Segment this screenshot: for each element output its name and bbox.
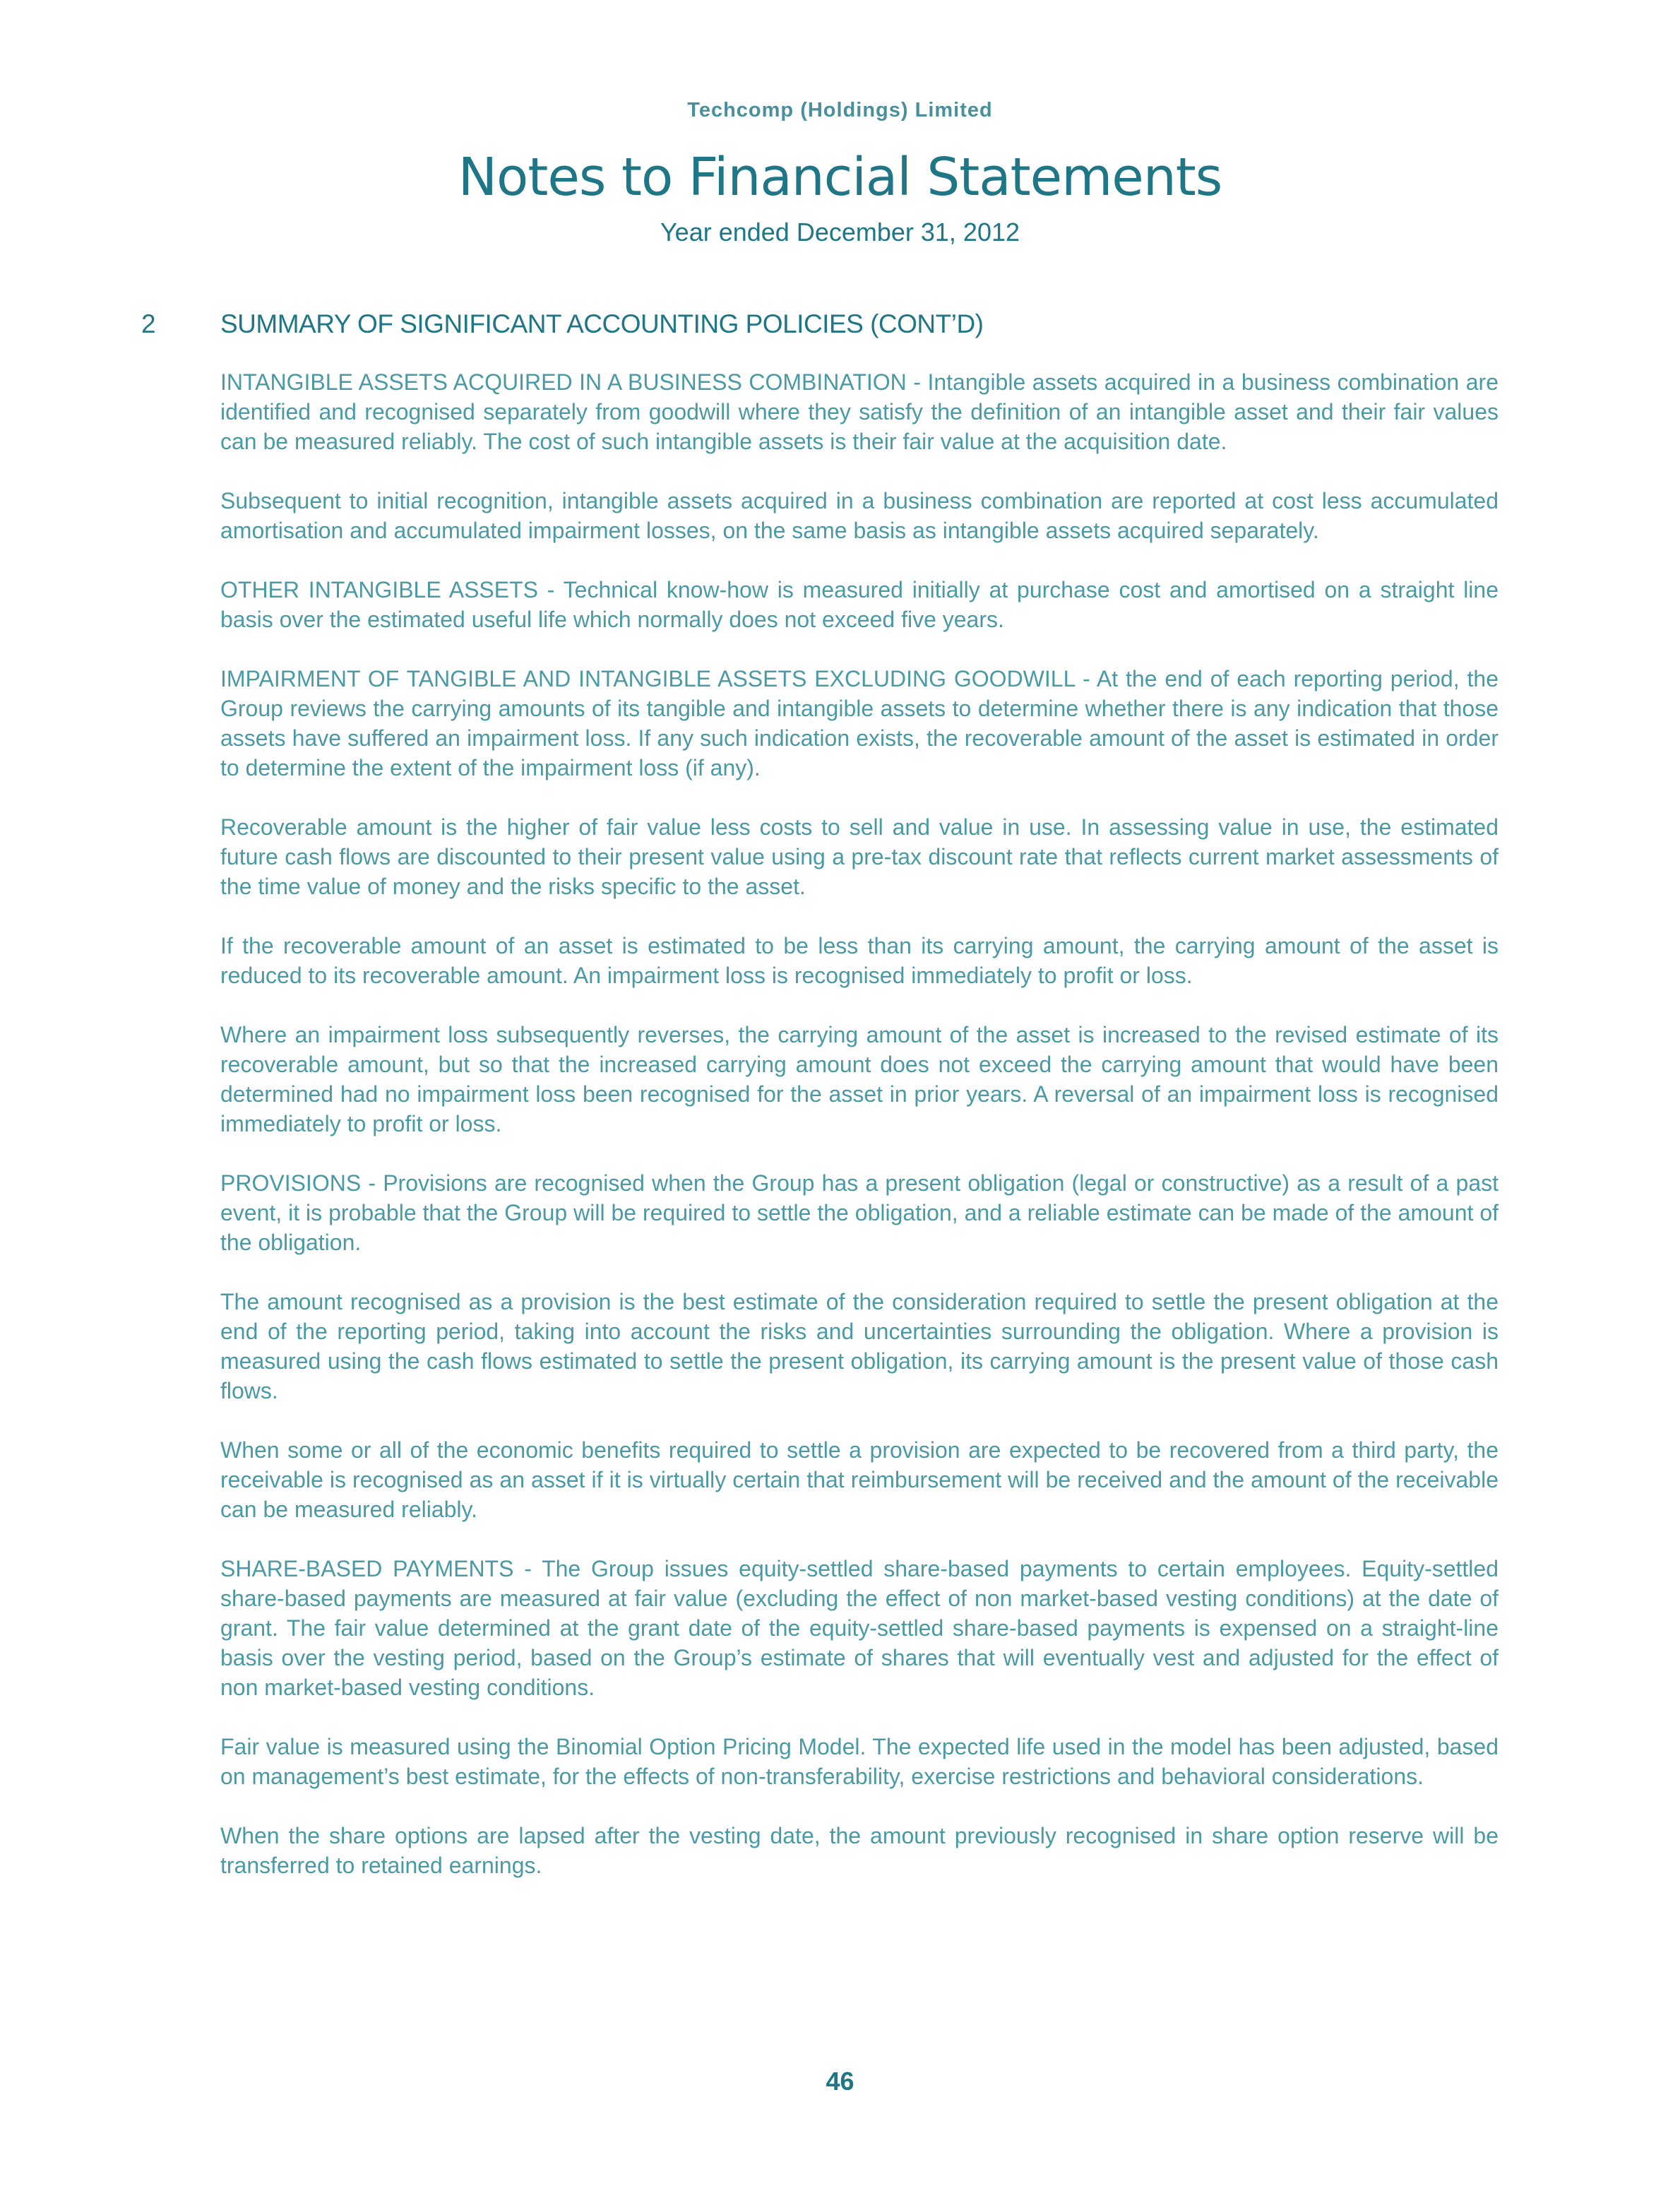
paragraph-subsequent-recognition: Subsequent to initial recognition, intangible assets acquired in a business combination are reported at cost less accumulated amortisation and accumulated impairment losses, on the same basis as intangible assets acquired separately. <box>220 488 1499 543</box>
paragraph-other-intangible-assets: OTHER INTANGIBLE ASSETS - Technical know-how is measured initially at purchase cost and amortised on a straight line basis over the estimated useful life which normally does not exceed five years. <box>220 577 1499 632</box>
paragraph-impairment: IMPAIRMENT OF TANGIBLE AND INTANGIBLE ASSETS EXCLUDING GOODWILL - At the end of each reporting period, the Group reviews the carrying amounts of its tangible and intangible assets to determine whether there is any indication that those assets have suffered an impairment loss. If any such indication exists, the recoverable amount of the asset is estimated in order to determine the extent of the impairment loss (if any). <box>220 666 1499 780</box>
paragraph-share-options-lapsed: When the share options are lapsed after the vesting date, the amount previously recognised in share option reserve will be transferred to retained earnings. <box>220 1823 1499 1878</box>
paragraph-recoverable-less-than-carrying: If the recoverable amount of an asset is estimated to be less than its carrying amount, the carrying amount of the asset is reduced to its recoverable amount. An impairment loss is recognised immediately to profit or loss. <box>220 933 1499 988</box>
paragraph-provision-amount: The amount recognised as a provision is the best estimate of the consideration required to settle the present obligation at the end of the reporting period, taking into account the risks and uncertainties surrounding the obligation. Where a provision is measured using the cash flows estimated to settle the present obligation, its carrying amount is the present value of those cash flows. <box>220 1289 1499 1403</box>
paragraph-share-based-payments: SHARE-BASED PAYMENTS - The Group issues equity-settled share-based payments to certain employees. Equity-settled share-based payments are measured at fair value (excluding the effect of non market-based vesting conditions) at the date of grant. The fair value determined at the grant date of the equity-settled share-based payments is expensed on a straight-line basis over the vesting period, based on the Group’s estimate of shares that will eventually vest and adjusted for the effect of non market-based vesting conditions. <box>220 1556 1499 1700</box>
notes-body <box>220 367 1499 1910</box>
paragraph-provisions: PROVISIONS - Provisions are recognised when the Group has a present obligation (legal or constructive) as a result of a past event, it is probable that the Group will be required to settle the obligation, and a reliable estimate can be made of the amount of the obligation. <box>220 1170 1499 1255</box>
page-number: 46 <box>826 2067 854 2096</box>
paragraph-impairment-reversal: Where an impairment loss subsequently reverses, the carrying amount of the asset is increased to the revised estimate of its recoverable amount, but so that the increased carrying amount does not exceed the carrying amount that would have been determined had no impairment loss been recognised for the asset in prior years. A reversal of an impairment loss is recognised immediately to profit or loss. <box>220 1022 1499 1136</box>
paragraph-recoverable-amount: Recoverable amount is the higher of fair value less costs to sell and value in use. In assessing value in use, the estimated future cash flows are discounted to their present value using a pre-tax discount rate that reflects current market assessments of the time value of money and the risks specific to the asset. <box>220 814 1499 899</box>
section-heading: SUMMARY OF SIGNIFICANT ACCOUNTING POLICIES (CONT’D) <box>220 309 984 338</box>
paragraph-economic-benefits: When some or all of the economic benefits required to settle a provision are expected to be recovered from a third party, the receivable is recognised as an asset if it is virtually certain that reimbursement will be received and the amount of the receivable can be measured reliably. <box>220 1437 1499 1522</box>
section-number: 2 <box>141 309 156 338</box>
company-name: Techcomp (Holdings) Limited <box>687 99 993 121</box>
page-subtitle: Year ended December 31, 2012 <box>660 218 1020 246</box>
paragraph-fair-value-binomial: Fair value is measured using the Binomial Option Pricing Model. The expected life used in the model has been adjusted, based on management’s best estimate, for the effects of non-transferability, exercise restrictions and behavioral considerations. <box>220 1734 1499 1789</box>
page-title: Notes to Financial Statements <box>458 147 1222 208</box>
paragraph-intangible-assets-business-combination: INTANGIBLE ASSETS ACQUIRED IN A BUSINESS COMBINATION - Intangible assets acquired in a business combination are identified and recognised separately from goodwill where they satisfy the definition of an intangible asset and their fair values can be measured reliably. The cost of such intangible assets is their fair value at the acquisition date. <box>220 369 1499 454</box>
